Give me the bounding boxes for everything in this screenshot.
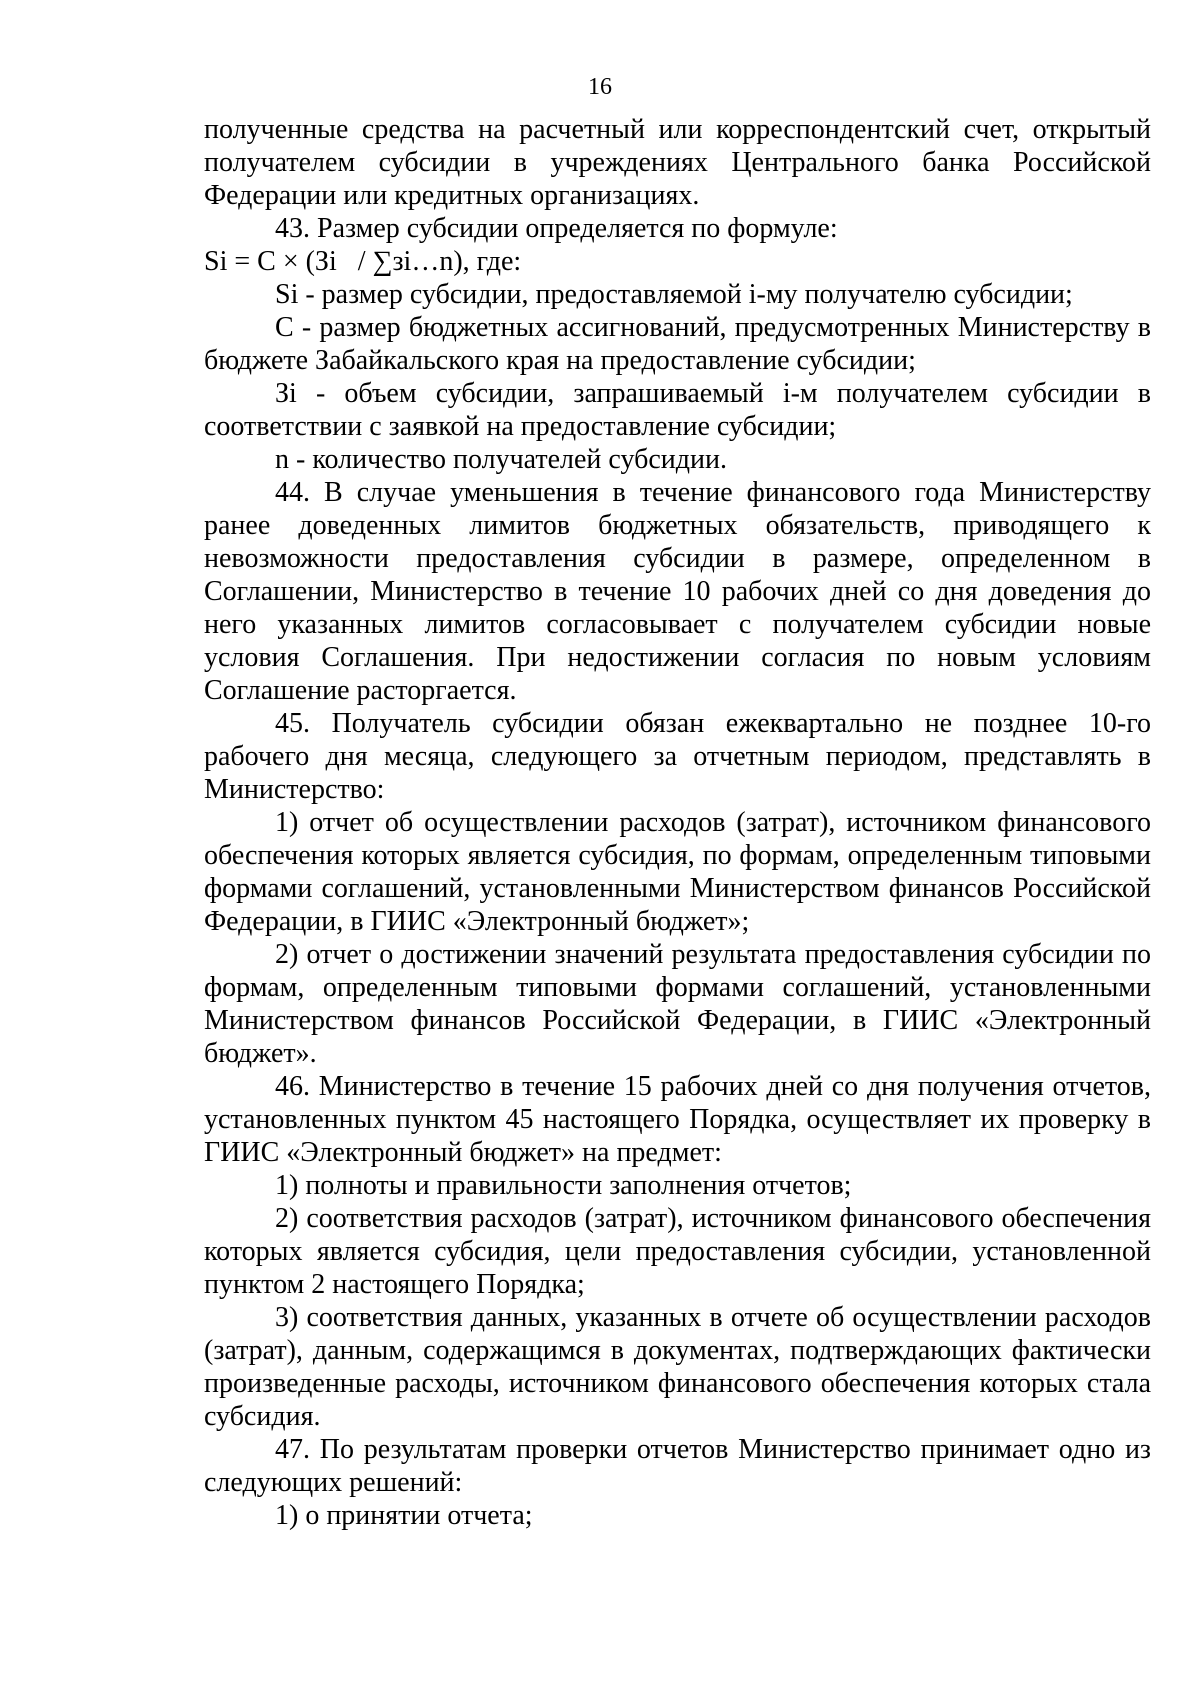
paragraph-47-item-1: 1) о принятии отчета; — [275, 1500, 533, 1531]
paragraph-43: 43. Размер субсидии определяется по формуле: — [275, 213, 838, 244]
paragraph-46-item-3: 3) соответствия данных, указанных в отчете об осуществлении расходов (затрат), данным, содержащимся в документах, подтверждающих фактически произведенные расходы, источником финансового обеспечения которых стала субсидия. — [204, 1302, 1151, 1432]
document-body — [204, 113, 1151, 1532]
paragraph-46-item-2: 2) соответствия расходов (затрат), источником финансового обеспечения которых является субсидия, цели предоставления субсидии, установленной пунктом 2 настоящего Порядка; — [204, 1203, 1151, 1300]
definition-si: Si - размер субсидии, предоставляемой i-му получателю субсидии; — [275, 279, 1073, 310]
paragraph-46: 46. Министерство в течение 15 рабочих дней со дня получения отчетов, установленных пунктом 45 настоящего Порядка, осуществляет их проверку в ГИИС «Электронный бюджет» на предмет: — [204, 1071, 1151, 1168]
page-number: 16 — [588, 74, 612, 100]
definition-n: n - количество получателей субсидии. — [275, 444, 727, 475]
paragraph-44: 44. В случае уменьшения в течение финансового года Министерству ранее доведенных лимитов бюджетных обязательств, приводящего к невозможности предоставления субсидии в размере, определенном в Соглашении, Министерство в течение 10 рабочих дней со дня доведения до него указанных лимитов согласовывает с получателем субсидии новые условия Соглашения. При недостижении согласия по новым условиям Соглашение расторгается. — [204, 477, 1151, 706]
paragraph-45-item-1: 1) отчет об осуществлении расходов (затрат), источником финансового обеспечения которых является субсидия, по формам, определенным типовыми формами соглашений, установленными Министерством финансов Российской Федерации, в ГИИС «Электронный бюджет»; — [204, 807, 1151, 937]
definition-c: C - размер бюджетных ассигнований, предусмотренных Министерству в бюджете Забайкальского края на предоставление субсидии; — [204, 312, 1151, 376]
definition-zi: Зi - объем субсидии, запрашиваемый i-м получателем субсидии в соответствии с заявкой на предоставление субсидии; — [204, 378, 1151, 442]
paragraph-47: 47. По результатам проверки отчетов Министерство принимает одно из следующих решений: — [204, 1434, 1151, 1498]
paragraph-45-item-2: 2) отчет о достижении значений результата предоставления субсидии по формам, определенным типовыми формами соглашений, установленными Министерством финансов Российской Федерации, в ГИИС «Электронный бюджет». — [204, 939, 1151, 1069]
paragraph-46-item-1: 1) полноты и правильности заполнения отчетов; — [275, 1170, 852, 1201]
paragraph-45: 45. Получатель субсидии обязан ежеквартально не позднее 10-го рабочего дня месяца, следующего за отчетным периодом, представлять в Министерство: — [204, 708, 1151, 805]
subsidy-formula — [204, 245, 1151, 278]
paragraph-continuation: полученные средства на расчетный или корреспондентский счет, открытый получателем субсидии в учреждениях Центрального банка Российской Федерации или кредитных организациях. — [204, 114, 1151, 211]
formula-text: Si = C × (Зi / ∑зi…n), где: — [204, 246, 522, 277]
